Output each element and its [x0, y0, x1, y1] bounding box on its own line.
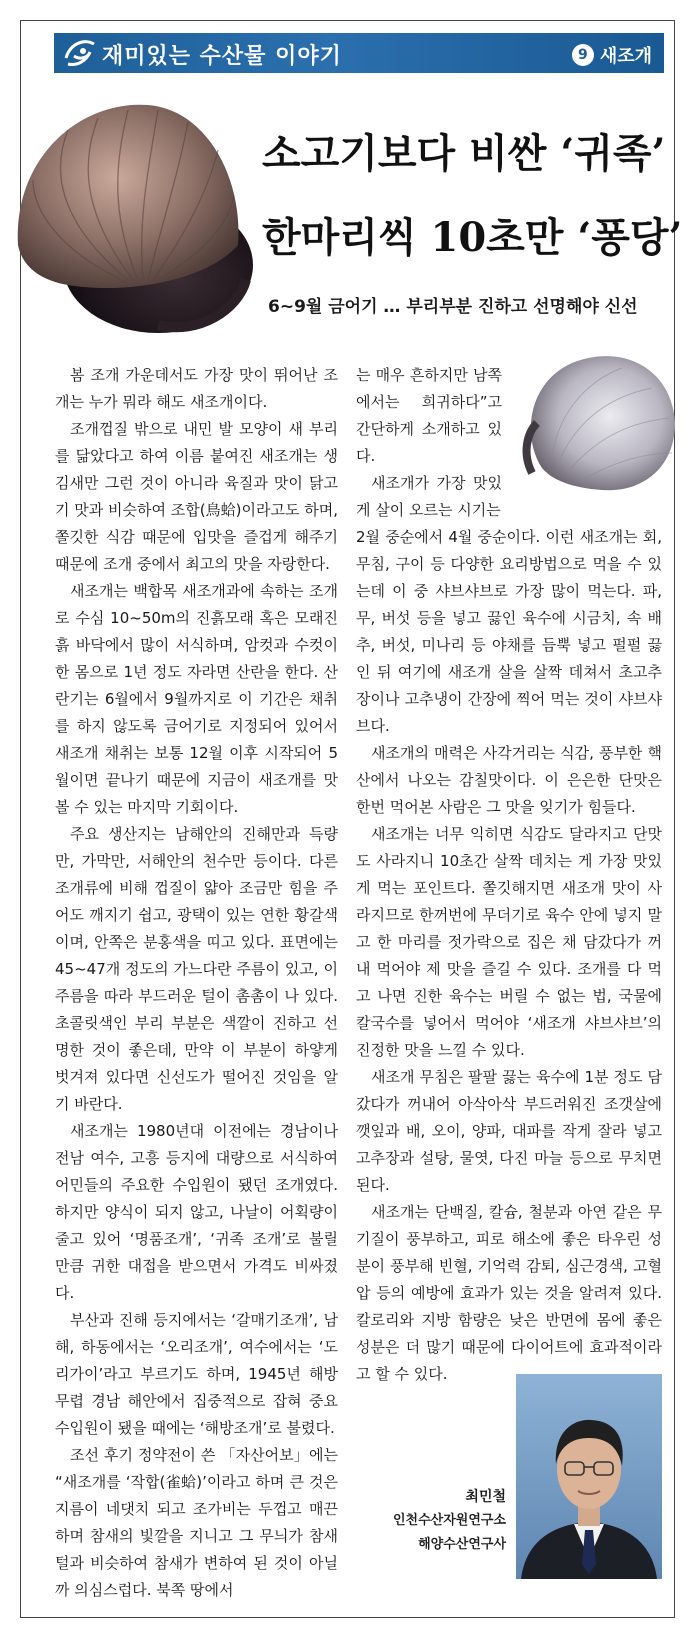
author-name: 최민철 [465, 1489, 506, 1505]
article-paragraph: 2월 중순에서 4월 중순이다. 이런 새조개는 회, 무침, 구이 등 다양한 요리방법으로 먹을 수 있는데 이 중 샤브샤브로 가장 많이 먹는다. 파, 무, 버섯 등을 넣고 끓인 육수에 시금치, 속 배추, 버섯, 미나리 등 야채를 듬뿍 넣고 펄펄 끓인 뒤 여기에 새조개 살을 살짝 데쳐서 초고추장이나 고추냉이 간장에 찍어 먹는 것이 샤브샤브다. [356, 528, 662, 735]
author-organization: 인천수산자원연구소 [392, 1513, 506, 1528]
article-paragraph: 새조개는 백합목 새조개과에 속하는 조개로 수심 10~50m의 진흙모래 혹은 모래진흙 바닥에서 많이 서식하며, 암컷과 수컷이 한 몸으로 1년 정도 자라면 산란을 한다. 산란기는 6월에서 9월까지로 이 기간은 채취를 하지 않도록 금어기로 지정되어 있어서 새조개 채취는 보통 12월 이후 시작되어 5월이면 끝나기 때문에 지금이 새조개를 맛볼 수 있는 마지막 기회이다. [55, 582, 338, 816]
article-paragraph: 새조개의 매력은 사각거리는 식감, 풍부한 핵산에서 나오는 감칠맛이다. 이 은은한 단맛은 한번 먹어본 사람은 그 맛을 잊기가 힘들다. [356, 744, 662, 816]
article-paragraph: 조선 후기 정약전이 쓴 「자산어보」에는 “새조개를 ‘작합(雀蛤)’이라고 하며 큰 것은 지름이 네댓치 되고 조가비는 두껍고 매끈하며 참새의 빛깔을 지니고 그 무늬가 참새털과 비슷하여 참새가 변하여 된 것이 아닐까 의심스럽다. 북쪽 땅에서 [55, 1446, 338, 1599]
series-topic [572, 42, 652, 68]
article-paragraph: 새조개는 1980년대 이전에는 경남이나 전남 여수, 고흥 등지에 대량으로 서식하여 어민들의 주요한 수입원이 됐던 조개였다. 하지만 양식이 되지 않고, 나날이 어획량이 줄고 있어 ‘명품조개’, ‘귀족 조개’로 불릴 만큼 귀한 대접을 받으면서 가격도 비싸졌다. [55, 1122, 338, 1302]
issue-number-badge: 9 [572, 44, 594, 66]
article-paragraph: 는 매우 흔하지만 남쪽에서는 희귀하다”고 간단하게 소개하고 있다. [356, 366, 502, 465]
author-title: 해양수산연구사 [418, 1537, 506, 1552]
series-title: 재미있는 수산물 이야기 [102, 44, 342, 69]
article-paragraph: 조개껍질 밖으로 내민 발 모양이 새 부리를 닮았다고 하여 이름 붙여진 새조개는 생김새만 그런 것이 아니라 육질과 맛이 닭고기 맛과 비슷하여 조합(鳥蛤)이라고도 하며, 쫄깃한 식감 때문에 입맛을 즐겁게 해주기 때문에 조개 중에서 최고의 맛을 자랑한다. [55, 420, 338, 573]
article-paragraph: 새조개 무침은 팔팔 끓는 육수에 1분 정도 담갔다가 꺼내어 아삭아삭 부드러워진 조갯살에 깻잎과 배, 오이, 양파, 대파를 작게 잘라 넣고 고추장과 설탕, 물엿, 다진 마늘 등으로 무치면 된다. [356, 1068, 662, 1194]
text-wrap-around-photo [356, 362, 502, 524]
article-paragraph: 봄 조개 가운데서도 가장 맛이 뛰어난 조개는 누가 뭐라 해도 새조개이다. [55, 366, 338, 411]
headline-line-1: 소고기보다 비싼 ‘귀족’ [262, 130, 666, 177]
article-column-left [55, 362, 338, 1604]
headline-line-2: 한마리씩 10초만 ‘퐁당’ [262, 214, 683, 261]
article-paragraph: 새조개가 가장 맛있게 살이 오르는 시기는 [356, 474, 502, 519]
cockle-shell-photo [8, 80, 258, 350]
subheadline: 6~9월 금어기 … 부리부분 진하고 선명해야 신선 [268, 297, 638, 317]
series-banner [54, 33, 664, 73]
topic-label: 새조개 [599, 46, 652, 67]
author-portrait-photo [516, 1374, 662, 1579]
wave-logo-icon [62, 36, 98, 70]
article-paragraph: 부산과 진해 등지에서는 ‘갈매기조개’, 남해, 하동에서는 ‘오리조개’, 여수에서는 ‘도리가이’라고 부르기도 하며, 1945년 해방 무렵 경남 해안에서 집중적으로 잡혀 중요 수입원이 됐을 때에는 ‘해방조개’로 불렸다. [55, 1311, 338, 1437]
article-paragraph: 새조개는 너무 익히면 식감도 달라지고 단맛도 사라지니 10초간 살짝 데치는 게 가장 맛있게 먹는 포인트다. 쫄깃해지면 새조개 맛이 사라지므로 한꺼번에 무더기로 육수 안에 넣지 말고 한 마리를 젓가락으로 집은 채 담갔다가 꺼내 먹어야 제 맛을 즐길 수 있다. 조개를 다 먹고 나면 진한 육수는 버릴 수 없는 법, 국물에 칼국수를 넣어서 먹어야 ‘새조개 샤브샤브’의 진정한 맛을 느낄 수 있다. [356, 825, 662, 1059]
article-column-right [356, 362, 662, 1388]
article-paragraph: 새조개는 단백질, 칼슘, 철분과 아연 같은 무기질이 풍부하고, 피로 해소에 좋은 타우린 성분이 풍부해 빈혈, 기억력 감퇴, 심근경색, 고혈압 등의 예방에 효과가 있는 것을 알려져 있다. 칼로리와 지방 함량은 낮은 반면에 몸에 좋은 성분은 더 많기 때문에 다이어트에 효과적이라고 할 수 있다. [356, 1203, 662, 1383]
article-paragraph: 주요 생산지는 남해안의 진해만과 득량만, 가막만, 서해안의 천수만 등이다. 다른 조개류에 비해 껍질이 얇아 조금만 힘을 주어도 깨지기 쉽고, 광택이 있는 연한 황갈색이며, 안쪽은 분홍색을 띠고 있다. 표면에는 45~47개 정도의 가느다란 주름이 있고, 이 주름을 따라 부드러운 털이 촘촘이 나 있다. 초콜릿색인 부리 부분은 색깔이 진하고 선명한 것이 좋은데, 만약 이 부분이 하얗게 벗겨져 있다면 신선도가 떨어진 것임을 알기 바란다. [55, 825, 338, 1113]
author-byline [348, 1485, 506, 1557]
